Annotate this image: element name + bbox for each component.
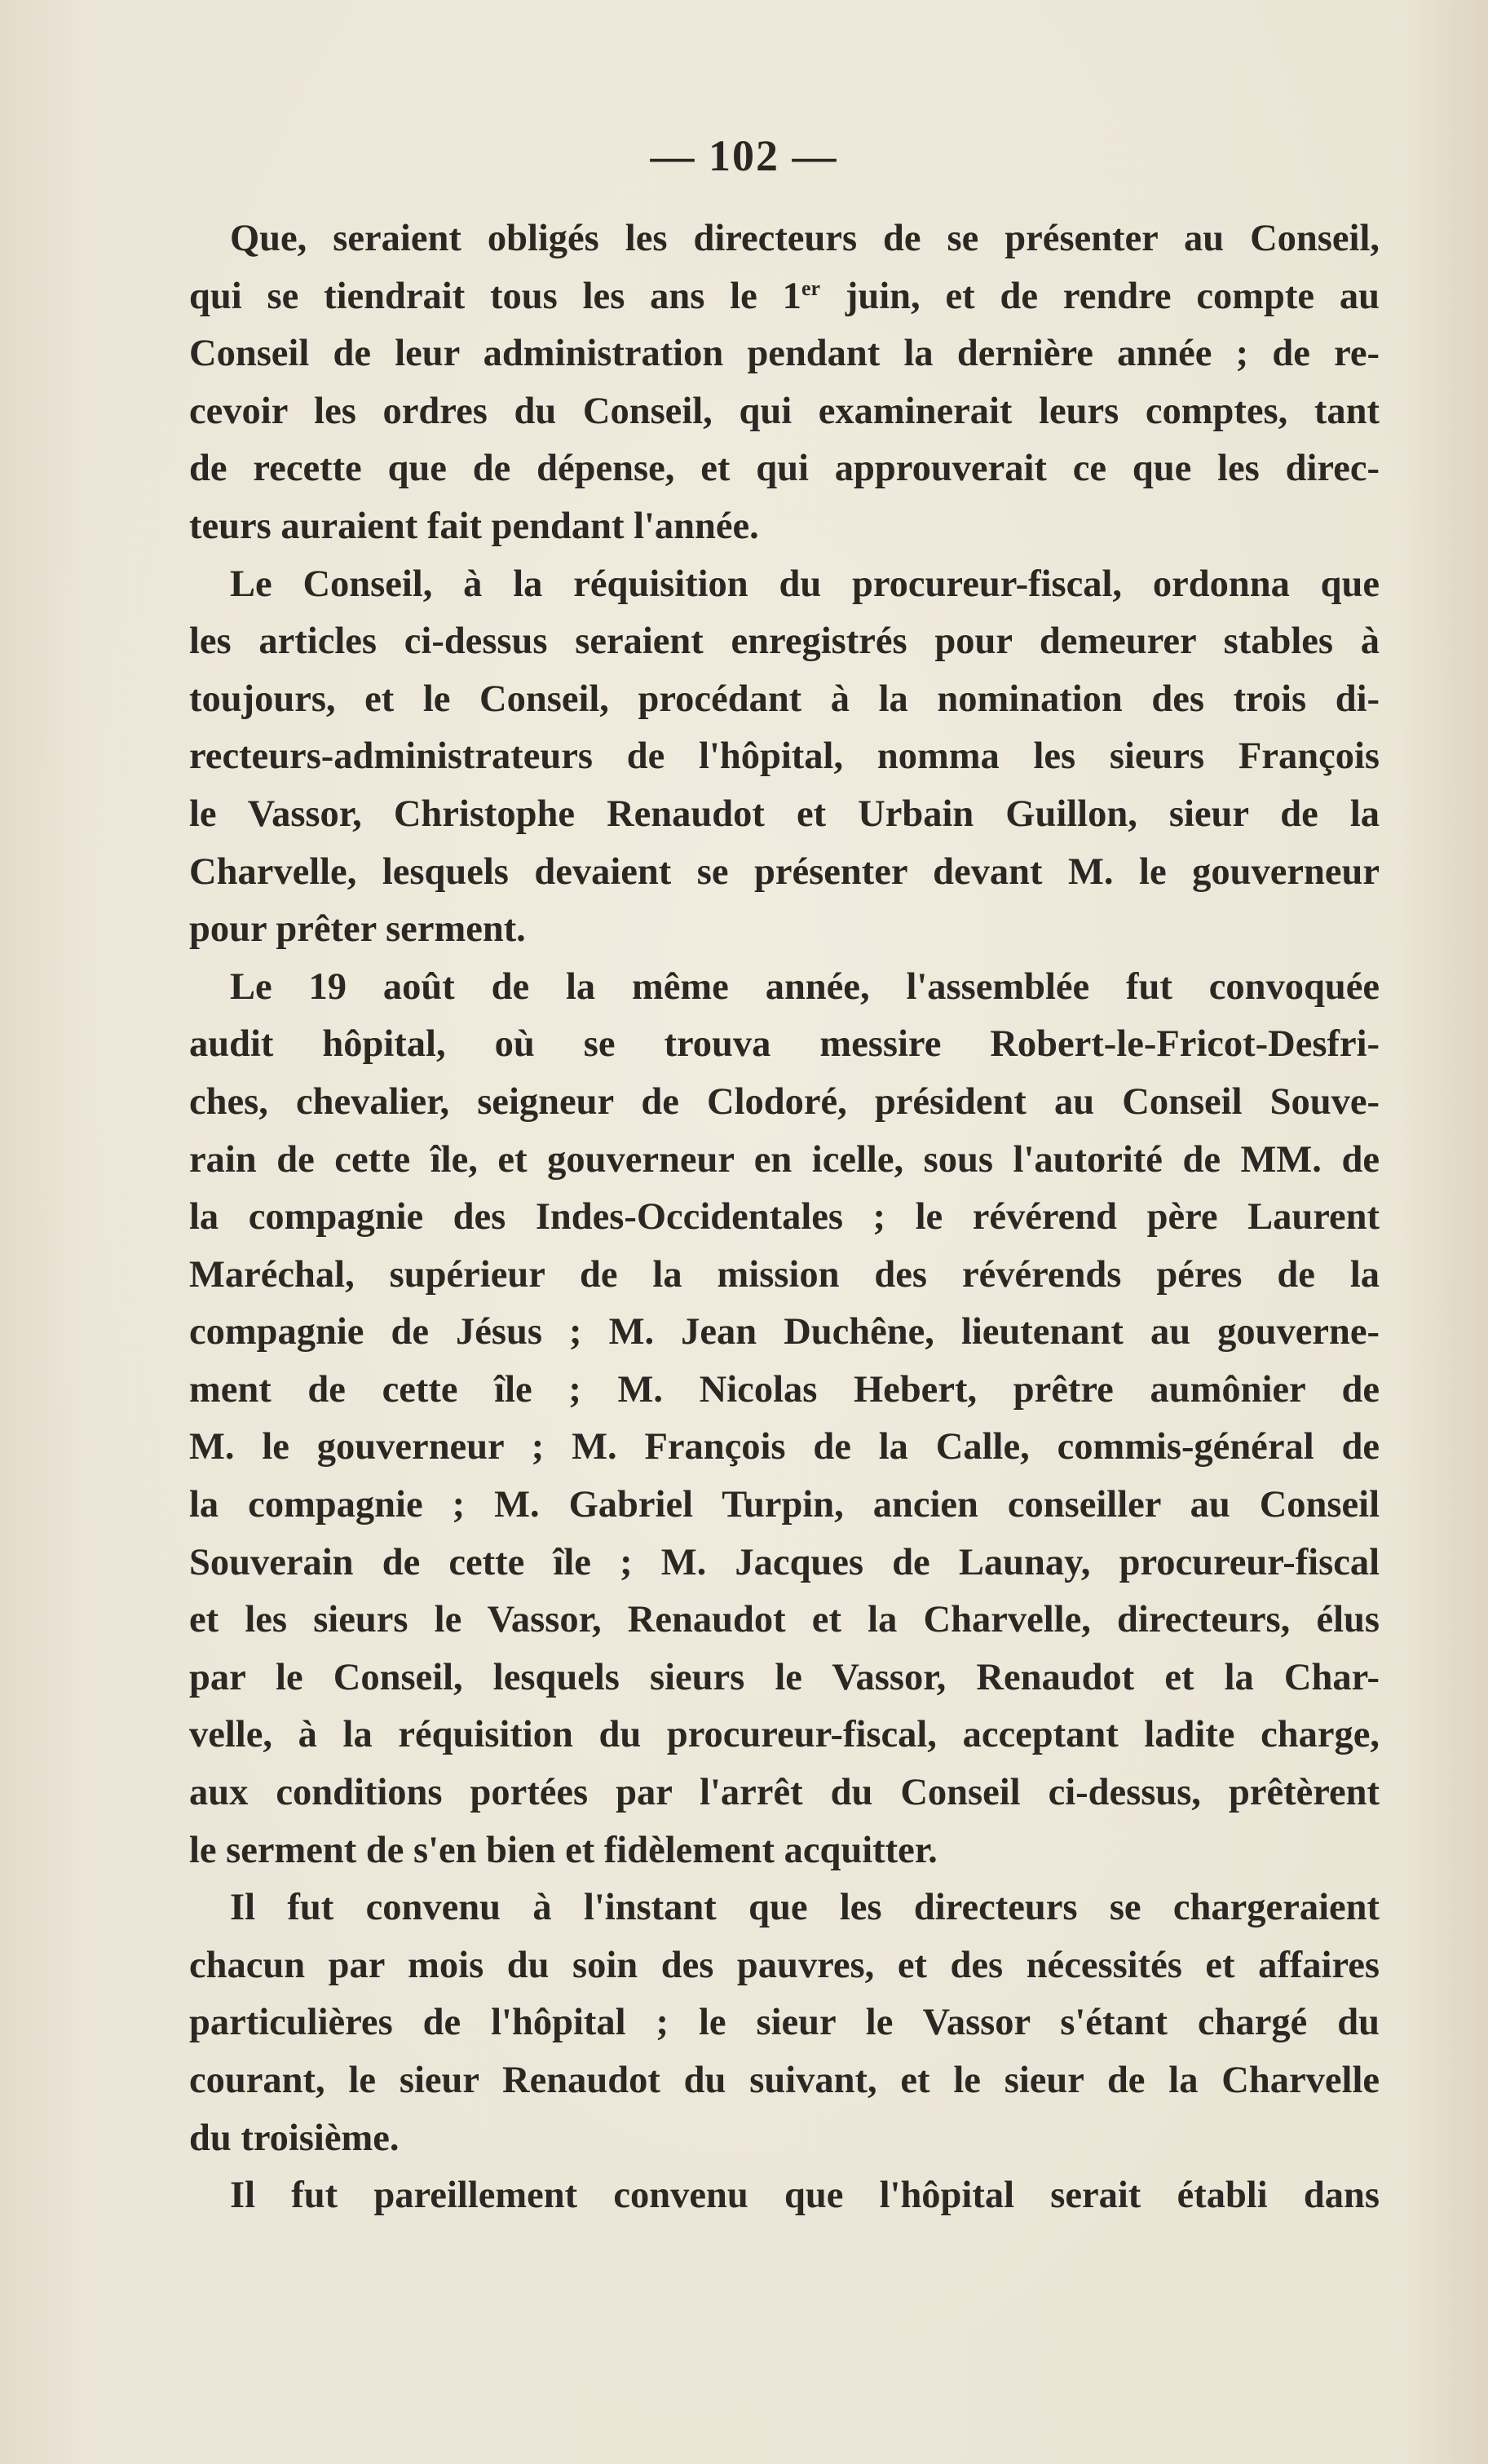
text-line: cevoir les ordres du Conseil, qui examinerait leurs comptes, tant — [189, 390, 1380, 432]
text-line: de recette que de dépense, et qui approuverait ce que les direc- — [189, 448, 1380, 490]
text-line: Que, seraient obligés les directeurs de se présenter au Conseil, — [230, 218, 1380, 259]
text-line: et les sieurs le Vassor, Renaudot et la Charvelle, directeurs, élus — [189, 1599, 1380, 1641]
text-line: Le 19 août de la même année, l'assemblée fut convoquée — [230, 965, 1380, 1008]
text-line: teurs auraient fait pendant l'année. — [189, 505, 759, 547]
text-line: M. le gouverneur ; M. François de la Calle, commis-général de — [189, 1426, 1380, 1468]
text-line: la compagnie des Indes-Occidentales ; le révérend père Laurent — [189, 1196, 1380, 1239]
text-line: par le Conseil, lesquels sieurs le Vassor, Renaudot et la Char- — [189, 1656, 1380, 1698]
text-line: Maréchal, supérieur de la mission des révérends péres de la — [189, 1253, 1380, 1296]
text-line: la compagnie ; M. Gabriel Turpin, ancien conseiller au Conseil — [189, 1484, 1380, 1526]
text-line: ment de cette île ; M. Nicolas Hebert, prêtre aumônier de — [189, 1368, 1380, 1411]
text-line: le serment de s'en bien et fidèlement acquitter. — [189, 1829, 938, 1871]
text-line: Le Conseil, à la réquisition du procureur-fiscal, ordonna que — [230, 563, 1380, 605]
text-line: courant, le sieur Renaudot du suivant, et le sieur de la Charvelle — [189, 2060, 1380, 2101]
text-line: velle, à la réquisition du procureur-fiscal, acceptant ladite charge, — [189, 1714, 1380, 1756]
ordinal-superscript: er — [801, 276, 821, 300]
text-line: ches, chevalier, seigneur de Clodoré, président au Conseil Souve- — [189, 1080, 1380, 1123]
text-line: Conseil de leur administration pendant la dernière année ; de re- — [189, 333, 1380, 375]
text-line: Il fut pareillement convenu que l'hôpital serait établi dans — [230, 2175, 1380, 2217]
text-line: compagnie de Jésus ; M. Jean Duchêne, lieutenant au gouverne- — [189, 1311, 1380, 1353]
page-number: — 102 — — [650, 131, 838, 180]
text-line: les articles ci-dessus seraient enregistrés pour demeurer stables à — [189, 620, 1380, 663]
text-line: audit hôpital, où se trouva messire Robert-le-Fricot-Desfri- — [189, 1023, 1380, 1066]
text-line: rain de cette île, et gouverneur en icelle, sous l'autorité de MM. de — [189, 1138, 1380, 1181]
text-line: toujours, et le Conseil, procédant à la nomination des trois di- — [189, 678, 1380, 720]
text-line: du troisième. — [189, 2117, 400, 2159]
text-line: Charvelle, lesquels devaient se présenter devant M. le gouverneur — [189, 850, 1380, 893]
text-line: pour prêter serment. — [189, 908, 526, 951]
body-text — [189, 210, 1380, 2225]
text-line: aux conditions portées par l'arrêt du Conseil ci-dessus, prêtèrent — [189, 1772, 1380, 1814]
text-line: Souverain de cette île ; M. Jacques de Launay, procureur-fiscal — [189, 1541, 1380, 1583]
text-line: qui se tiendrait tous les ans le 1er juin, et de rendre compte au — [189, 275, 1380, 317]
text-line: chacun par mois du soin des pauvres, et des nécessités et affaires — [189, 1944, 1380, 1986]
text-line: le Vassor, Christophe Renaudot et Urbain Guillon, sieur de la — [189, 793, 1380, 835]
text-line: particulières de l'hôpital ; le sieur le Vassor s'étant chargé du — [189, 2002, 1380, 2044]
text-line: recteurs-administrateurs de l'hôpital, nomma les sieurs François — [189, 735, 1380, 778]
text-line: Il fut convenu à l'instant que les directeurs se chargeraient — [230, 1887, 1380, 1929]
